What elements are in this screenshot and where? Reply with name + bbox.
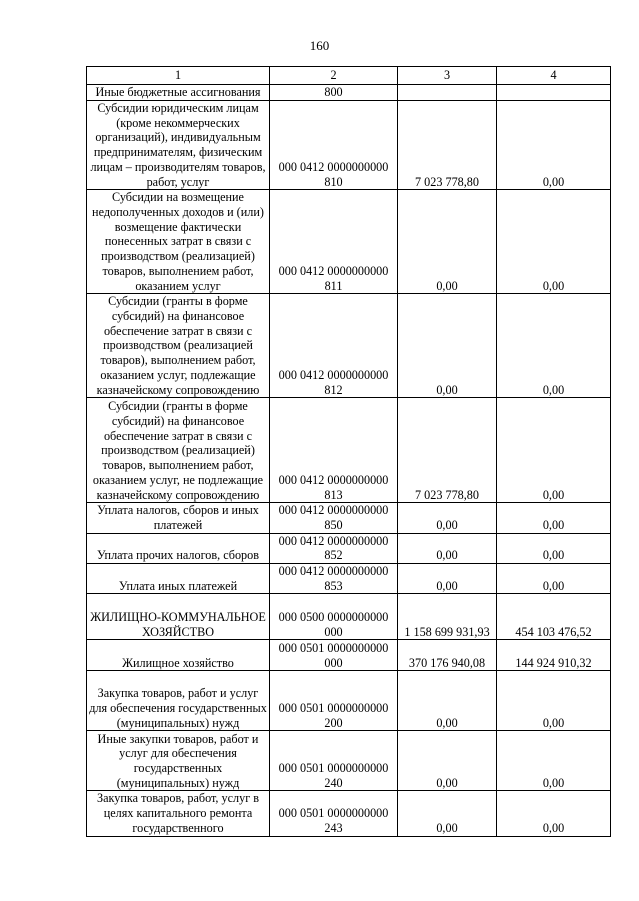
row-name: Уплата иных платежей (87, 564, 270, 594)
row-value-col3: 0,00 (398, 671, 497, 731)
row-code: 000 0501 0000000000 243 (270, 791, 398, 836)
table-row (87, 564, 611, 594)
header-cell: 1 (87, 67, 270, 85)
row-value-col3: 7 023 778,80 (398, 101, 497, 190)
table-row (87, 731, 611, 791)
row-value-col4: 0,00 (497, 101, 611, 190)
row-value-col4: 0,00 (497, 398, 611, 503)
header-cell: 3 (398, 67, 497, 85)
table-row (87, 503, 611, 533)
row-value-col3: 0,00 (398, 503, 497, 533)
row-value-col3: 0,00 (398, 190, 497, 294)
row-code: 000 0412 0000000000 810 (270, 101, 398, 190)
page-number: 160 (309, 38, 330, 53)
row-value-col3 (398, 85, 497, 101)
row-value-col4 (497, 85, 611, 101)
row-name: ЖИЛИЩНО-КОММУНАЛЬНОЕ ХОЗЯЙСТВО (87, 594, 270, 640)
row-name: Иные бюджетные ассигнования (87, 85, 270, 101)
row-value-col3: 7 023 778,80 (398, 398, 497, 503)
table-row (87, 640, 611, 671)
row-name: Субсидии (гранты в форме субсидий) на финансовое обеспечение затрат в связи с производством (реализацией товаров), выполнением работ, оказанием услуг, подлежащие казначейскому сопровождению (87, 294, 270, 398)
row-name: Уплата прочих налогов, сборов (87, 533, 270, 563)
table-row (87, 533, 611, 563)
table-row (87, 190, 611, 294)
row-code: 000 0412 0000000000 850 (270, 503, 398, 533)
row-value-col3: 0,00 (398, 294, 497, 398)
row-value-col3: 0,00 (398, 791, 497, 836)
header-cell: 2 (270, 67, 398, 85)
row-value-col4: 0,00 (497, 791, 611, 836)
row-code: 800 (270, 85, 398, 101)
table-row (87, 85, 611, 101)
row-value-col4: 0,00 (497, 671, 611, 731)
row-value-col4: 0,00 (497, 294, 611, 398)
row-code: 000 0412 0000000000 811 (270, 190, 398, 294)
row-name: Иные закупки товаров, работ и услуг для обеспечения государственных (муниципальных) нужд (87, 731, 270, 791)
row-value-col4: 0,00 (497, 190, 611, 294)
row-value-col3: 0,00 (398, 533, 497, 563)
row-code: 000 0412 0000000000 813 (270, 398, 398, 503)
row-code: 000 0412 0000000000 853 (270, 564, 398, 594)
row-code: 000 0501 0000000000 200 (270, 671, 398, 731)
table-row (87, 398, 611, 503)
table-header-row (87, 67, 611, 85)
row-value-col4: 0,00 (497, 731, 611, 791)
table-row (87, 101, 611, 190)
table-row (87, 671, 611, 731)
row-name: Субсидии (гранты в форме субсидий) на финансовое обеспечение затрат в связи с производством (реализацией) товаров, выполнением работ, оказанием услуг, не подлежащие казначейскому сопровождению (87, 398, 270, 503)
row-value-col4: 0,00 (497, 503, 611, 533)
row-value-col3: 0,00 (398, 731, 497, 791)
table-row (87, 294, 611, 398)
row-name: Субсидии на возмещение недополученных доходов и (или) возмещение фактически понесенных затрат в связи с производством (реализацией) товаров, выполнением работ, оказанием услуг (87, 190, 270, 294)
row-name: Субсидии юридическим лицам (кроме некоммерческих организаций), индивидуальным предпринимателям, физическим лицам – производителям товаров, работ, услуг (87, 101, 270, 190)
row-name: Жилищное хозяйство (87, 640, 270, 671)
table-row (87, 791, 611, 836)
row-value-col4: 0,00 (497, 533, 611, 563)
row-code: 000 0500 0000000000 000 (270, 594, 398, 640)
row-value-col4: 454 103 476,52 (497, 594, 611, 640)
row-value-col4: 144 924 910,32 (497, 640, 611, 671)
row-name: Уплата налогов, сборов и иных платежей (87, 503, 270, 533)
header-cell: 4 (497, 67, 611, 85)
row-code: 000 0501 0000000000 240 (270, 731, 398, 791)
row-value-col3: 370 176 940,08 (398, 640, 497, 671)
table-row (87, 594, 611, 640)
row-value-col3: 0,00 (398, 564, 497, 594)
row-value-col3: 1 158 699 931,93 (398, 594, 497, 640)
budget-table (86, 66, 611, 837)
row-name: Закупка товаров, работ и услуг для обеспечения государственных (муниципальных) нужд (87, 671, 270, 731)
row-code: 000 0412 0000000000 852 (270, 533, 398, 563)
row-name: Закупка товаров, работ, услуг в целях капитального ремонта государственного (87, 791, 270, 836)
row-value-col4: 0,00 (497, 564, 611, 594)
row-code: 000 0412 0000000000 812 (270, 294, 398, 398)
row-code: 000 0501 0000000000 000 (270, 640, 398, 671)
